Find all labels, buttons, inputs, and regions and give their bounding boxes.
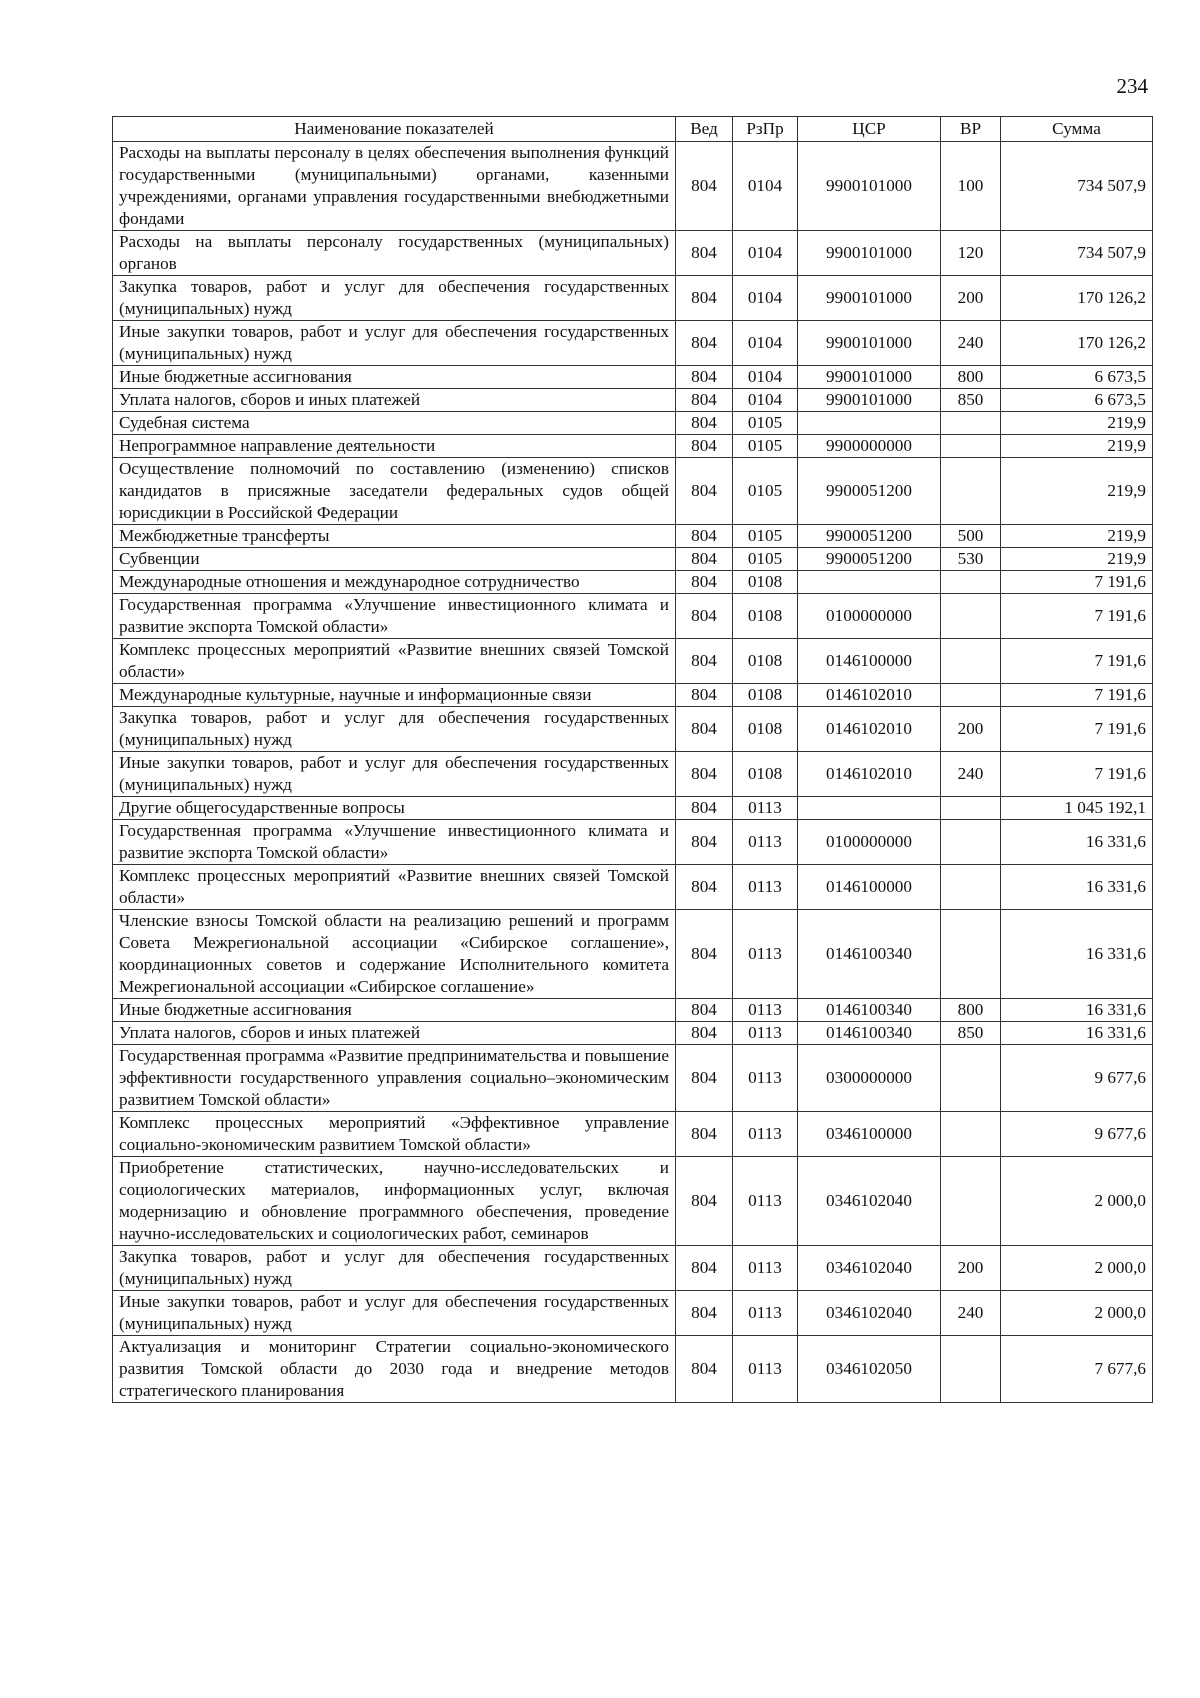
cell-ved: 804: [676, 865, 733, 910]
cell-csr: 9900101000: [798, 366, 941, 389]
cell-sum: 734 507,9: [1001, 231, 1153, 276]
cell-ved: 804: [676, 412, 733, 435]
cell-csr: 0146100000: [798, 865, 941, 910]
cell-sum: 6 673,5: [1001, 366, 1153, 389]
cell-vr: [941, 571, 1001, 594]
cell-ved: 804: [676, 707, 733, 752]
cell-csr: 9900101000: [798, 142, 941, 231]
cell-csr: [798, 797, 941, 820]
cell-csr: 9900000000: [798, 435, 941, 458]
cell-vr: 240: [941, 321, 1001, 366]
cell-sum: 170 126,2: [1001, 276, 1153, 321]
cell-vr: [941, 412, 1001, 435]
cell-vr: 850: [941, 389, 1001, 412]
cell-sum: 219,9: [1001, 458, 1153, 525]
cell-ved: 804: [676, 820, 733, 865]
table-row: [113, 525, 1153, 548]
cell-csr: 9900101000: [798, 389, 941, 412]
table-row: [113, 412, 1153, 435]
cell-vr: 240: [941, 752, 1001, 797]
cell-ved: 804: [676, 321, 733, 366]
cell-csr: 9900101000: [798, 231, 941, 276]
cell-vr: 200: [941, 1246, 1001, 1291]
cell-sum: 16 331,6: [1001, 865, 1153, 910]
cell-sum: 7 677,6: [1001, 1336, 1153, 1403]
table-row: [113, 684, 1153, 707]
cell-vr: [941, 910, 1001, 999]
cell-name: Членские взносы Томской области на реализацию решений и программ Совета Межрегиональной ассоциации «Сибирское соглашение», координационных советов и содержание Исполнительного комитета Межрегиональной ассоциации «Сибирское соглашение»: [113, 910, 676, 999]
cell-ved: 804: [676, 548, 733, 571]
cell-rzpr: 0108: [733, 571, 798, 594]
cell-sum: 734 507,9: [1001, 142, 1153, 231]
cell-name: Актуализация и мониторинг Стратегии социально-экономического развития Томской области до 2030 года и внедрение методов стратегического планирования: [113, 1336, 676, 1403]
cell-sum: 7 191,6: [1001, 594, 1153, 639]
cell-ved: 804: [676, 366, 733, 389]
table-row: [113, 548, 1153, 571]
cell-vr: 850: [941, 1022, 1001, 1045]
cell-name: Расходы на выплаты персоналу в целях обеспечения выполнения функций государственными (муниципальными) органами, казенными учреждениями, органами управления государственными внебюджетными фондами: [113, 142, 676, 231]
cell-ved: 804: [676, 1045, 733, 1112]
cell-csr: 0146100000: [798, 639, 941, 684]
cell-rzpr: 0113: [733, 1112, 798, 1157]
cell-rzpr: 0104: [733, 366, 798, 389]
cell-vr: [941, 1157, 1001, 1246]
cell-ved: 804: [676, 684, 733, 707]
table-row: [113, 820, 1153, 865]
cell-rzpr: 0113: [733, 999, 798, 1022]
cell-vr: 200: [941, 707, 1001, 752]
header-ved: Вед: [676, 117, 733, 142]
cell-vr: [941, 1112, 1001, 1157]
cell-sum: 2 000,0: [1001, 1157, 1153, 1246]
cell-ved: 804: [676, 639, 733, 684]
cell-sum: 2 000,0: [1001, 1246, 1153, 1291]
table-row: [113, 366, 1153, 389]
cell-csr: 0146102010: [798, 684, 941, 707]
cell-ved: 804: [676, 435, 733, 458]
cell-vr: [941, 1045, 1001, 1112]
table-row: [113, 321, 1153, 366]
cell-vr: 800: [941, 999, 1001, 1022]
table-row: [113, 1045, 1153, 1112]
table-row: [113, 231, 1153, 276]
cell-sum: 16 331,6: [1001, 1022, 1153, 1045]
cell-vr: 800: [941, 366, 1001, 389]
header-rzpr: РзПр: [733, 117, 798, 142]
cell-name: Закупка товаров, работ и услуг для обеспечения государственных (муниципальных) нужд: [113, 1246, 676, 1291]
cell-name: Государственная программа «Улучшение инвестиционного климата и развитие экспорта Томской области»: [113, 820, 676, 865]
table-row: [113, 999, 1153, 1022]
cell-name: Комплекс процессных мероприятий «Эффективное управление социально-экономическим развитием Томской области»: [113, 1112, 676, 1157]
cell-vr: 530: [941, 548, 1001, 571]
cell-sum: 16 331,6: [1001, 910, 1153, 999]
table-row: [113, 594, 1153, 639]
table-row: [113, 639, 1153, 684]
cell-sum: 2 000,0: [1001, 1291, 1153, 1336]
table-row: [113, 435, 1153, 458]
table-row: [113, 1022, 1153, 1045]
cell-ved: 804: [676, 231, 733, 276]
cell-rzpr: 0104: [733, 142, 798, 231]
table-row: [113, 797, 1153, 820]
table-row: [113, 1112, 1153, 1157]
cell-ved: 804: [676, 910, 733, 999]
cell-rzpr: 0105: [733, 412, 798, 435]
cell-rzpr: 0104: [733, 231, 798, 276]
cell-rzpr: 0113: [733, 910, 798, 999]
table-body: [113, 142, 1153, 1403]
cell-name: Расходы на выплаты персоналу государственных (муниципальных) органов: [113, 231, 676, 276]
cell-rzpr: 0113: [733, 1291, 798, 1336]
cell-ved: 804: [676, 458, 733, 525]
cell-name: Международные культурные, научные и информационные связи: [113, 684, 676, 707]
header-vr: ВР: [941, 117, 1001, 142]
cell-name: Другие общегосударственные вопросы: [113, 797, 676, 820]
cell-name: Комплекс процессных мероприятий «Развитие внешних связей Томской области»: [113, 865, 676, 910]
cell-rzpr: 0113: [733, 1336, 798, 1403]
cell-vr: [941, 458, 1001, 525]
cell-csr: 0346102040: [798, 1291, 941, 1336]
cell-csr: 9900101000: [798, 276, 941, 321]
cell-csr: 0346102050: [798, 1336, 941, 1403]
cell-vr: [941, 820, 1001, 865]
table-row: [113, 458, 1153, 525]
table-row: [113, 707, 1153, 752]
cell-rzpr: 0113: [733, 1022, 798, 1045]
header-csr: ЦСР: [798, 117, 941, 142]
cell-rzpr: 0105: [733, 525, 798, 548]
table-row: [113, 910, 1153, 999]
cell-csr: 0146100340: [798, 999, 941, 1022]
cell-ved: 804: [676, 1112, 733, 1157]
cell-rzpr: 0104: [733, 389, 798, 412]
cell-rzpr: 0113: [733, 865, 798, 910]
cell-ved: 804: [676, 1291, 733, 1336]
cell-rzpr: 0113: [733, 797, 798, 820]
cell-ved: 804: [676, 276, 733, 321]
cell-csr: 0146102010: [798, 707, 941, 752]
cell-rzpr: 0105: [733, 548, 798, 571]
cell-csr: 0146102010: [798, 752, 941, 797]
cell-ved: 804: [676, 571, 733, 594]
cell-vr: 100: [941, 142, 1001, 231]
cell-name: Государственная программа «Улучшение инвестиционного климата и развитие экспорта Томской области»: [113, 594, 676, 639]
cell-name: Иные закупки товаров, работ и услуг для обеспечения государственных (муниципальных) нужд: [113, 321, 676, 366]
cell-name: Комплекс процессных мероприятий «Развитие внешних связей Томской области»: [113, 639, 676, 684]
header-name: Наименование показателей: [113, 117, 676, 142]
cell-name: Субвенции: [113, 548, 676, 571]
cell-csr: 0146100340: [798, 910, 941, 999]
cell-name: Уплата налогов, сборов и иных платежей: [113, 1022, 676, 1045]
cell-sum: 6 673,5: [1001, 389, 1153, 412]
cell-vr: 240: [941, 1291, 1001, 1336]
table-row: [113, 752, 1153, 797]
cell-vr: 120: [941, 231, 1001, 276]
cell-rzpr: 0104: [733, 276, 798, 321]
cell-csr: 0346102040: [798, 1157, 941, 1246]
cell-sum: 219,9: [1001, 548, 1153, 571]
cell-name: Государственная программа «Развитие предпринимательства и повышение эффективности государственного управления социально–экономическим развитием Томской области»: [113, 1045, 676, 1112]
cell-rzpr: 0104: [733, 321, 798, 366]
cell-vr: 500: [941, 525, 1001, 548]
cell-ved: 804: [676, 1336, 733, 1403]
cell-vr: [941, 639, 1001, 684]
cell-rzpr: 0108: [733, 707, 798, 752]
cell-csr: [798, 412, 941, 435]
cell-csr: 9900051200: [798, 458, 941, 525]
cell-csr: 0300000000: [798, 1045, 941, 1112]
table-row: [113, 1246, 1153, 1291]
cell-name: Уплата налогов, сборов и иных платежей: [113, 389, 676, 412]
cell-sum: 7 191,6: [1001, 684, 1153, 707]
cell-ved: 804: [676, 1022, 733, 1045]
cell-csr: [798, 571, 941, 594]
cell-sum: 7 191,6: [1001, 571, 1153, 594]
cell-ved: 804: [676, 389, 733, 412]
cell-vr: [941, 435, 1001, 458]
cell-rzpr: 0113: [733, 1157, 798, 1246]
cell-ved: 804: [676, 797, 733, 820]
table-row: [113, 1157, 1153, 1246]
cell-csr: 0100000000: [798, 820, 941, 865]
cell-rzpr: 0108: [733, 752, 798, 797]
cell-rzpr: 0113: [733, 1045, 798, 1112]
cell-vr: [941, 1336, 1001, 1403]
cell-sum: 7 191,6: [1001, 752, 1153, 797]
table-row: [113, 142, 1153, 231]
cell-name: Иные закупки товаров, работ и услуг для обеспечения государственных (муниципальных) нужд: [113, 1291, 676, 1336]
cell-rzpr: 0105: [733, 458, 798, 525]
cell-ved: 804: [676, 999, 733, 1022]
cell-sum: 219,9: [1001, 412, 1153, 435]
cell-rzpr: 0113: [733, 1246, 798, 1291]
table-row: [113, 276, 1153, 321]
cell-vr: 200: [941, 276, 1001, 321]
cell-name: Закупка товаров, работ и услуг для обеспечения государственных (муниципальных) нужд: [113, 707, 676, 752]
cell-sum: 1 045 192,1: [1001, 797, 1153, 820]
cell-csr: 9900051200: [798, 548, 941, 571]
cell-rzpr: 0108: [733, 639, 798, 684]
cell-sum: 9 677,6: [1001, 1112, 1153, 1157]
page-number: 234: [1116, 74, 1148, 98]
cell-ved: 804: [676, 525, 733, 548]
table-row: [113, 1291, 1153, 1336]
cell-sum: 7 191,6: [1001, 707, 1153, 752]
cell-ved: 804: [676, 752, 733, 797]
cell-name: Иные бюджетные ассигнования: [113, 366, 676, 389]
cell-name: Судебная система: [113, 412, 676, 435]
cell-csr: 0146100340: [798, 1022, 941, 1045]
cell-sum: 219,9: [1001, 525, 1153, 548]
cell-sum: 16 331,6: [1001, 820, 1153, 865]
cell-ved: 804: [676, 594, 733, 639]
cell-csr: 0346102040: [798, 1246, 941, 1291]
cell-sum: 9 677,6: [1001, 1045, 1153, 1112]
cell-rzpr: 0113: [733, 820, 798, 865]
header-sum: Сумма: [1001, 117, 1153, 142]
cell-sum: 16 331,6: [1001, 999, 1153, 1022]
table-header-row: [113, 117, 1153, 142]
cell-csr: 9900101000: [798, 321, 941, 366]
cell-csr: 9900051200: [798, 525, 941, 548]
cell-ved: 804: [676, 1246, 733, 1291]
cell-ved: 804: [676, 142, 733, 231]
cell-vr: [941, 684, 1001, 707]
cell-csr: 0100000000: [798, 594, 941, 639]
cell-vr: [941, 797, 1001, 820]
budget-table: [112, 116, 1153, 1403]
table-row: [113, 865, 1153, 910]
cell-rzpr: 0108: [733, 684, 798, 707]
cell-sum: 219,9: [1001, 435, 1153, 458]
cell-sum: 7 191,6: [1001, 639, 1153, 684]
cell-name: Приобретение статистических, научно-исследовательских и социологических материалов, информационных услуг, включая модернизацию и обновление программного обеспечения, проведение научно-исследовательских и социологических работ, семинаров: [113, 1157, 676, 1246]
cell-name: Иные бюджетные ассигнования: [113, 999, 676, 1022]
cell-name: Закупка товаров, работ и услуг для обеспечения государственных (муниципальных) нужд: [113, 276, 676, 321]
cell-sum: 170 126,2: [1001, 321, 1153, 366]
table-row: [113, 571, 1153, 594]
cell-rzpr: 0108: [733, 594, 798, 639]
cell-ved: 804: [676, 1157, 733, 1246]
cell-name: Иные закупки товаров, работ и услуг для обеспечения государственных (муниципальных) нужд: [113, 752, 676, 797]
table-row: [113, 1336, 1153, 1403]
cell-rzpr: 0105: [733, 435, 798, 458]
cell-vr: [941, 594, 1001, 639]
cell-name: Непрограммное направление деятельности: [113, 435, 676, 458]
table-row: [113, 389, 1153, 412]
cell-csr: 0346100000: [798, 1112, 941, 1157]
cell-name: Осуществление полномочий по составлению (изменению) списков кандидатов в присяжные заседатели федеральных судов общей юрисдикции в Российской Федерации: [113, 458, 676, 525]
cell-name: Международные отношения и международное сотрудничество: [113, 571, 676, 594]
cell-name: Межбюджетные трансферты: [113, 525, 676, 548]
cell-vr: [941, 865, 1001, 910]
